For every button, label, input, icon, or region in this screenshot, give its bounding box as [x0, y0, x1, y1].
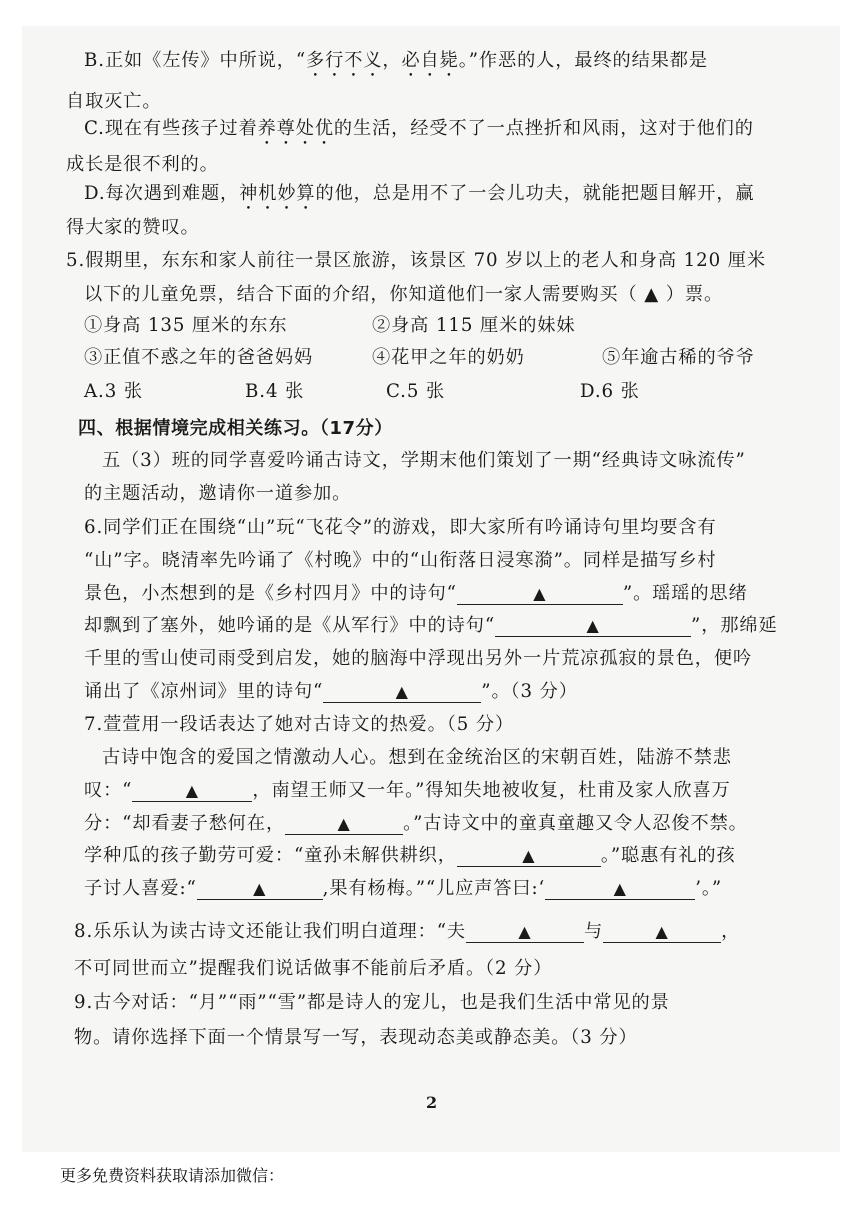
- question-9-line-1: 9.古今对话：“月”“雨”“雪”都是诗人的宠儿，也是我们生活中常见的景: [74, 992, 670, 1013]
- triangle-marker-icon: ▲: [185, 781, 199, 800]
- section-4-intro-2: 的主题活动，邀请你一道参加。: [84, 483, 352, 504]
- option-d-line-2: 得大家的赞叹。: [66, 217, 200, 238]
- triangle-marker-icon: ▲: [522, 846, 536, 865]
- q5-option-a: A.3 张: [84, 381, 143, 402]
- q5-option-c: C.5 张: [386, 381, 446, 402]
- triangle-marker-icon: ▲: [533, 584, 547, 603]
- section-4-intro-1: 五（3）班的同学喜爱吟诵古诗文，学期末他们策划了一期“经典诗文咏流传”: [102, 450, 746, 471]
- q5-item-5: ⑤年逾古稀的爷爷: [602, 347, 755, 368]
- option-b-line-2: 自取灭亡。: [66, 91, 162, 112]
- question-7-line-6: 子讨人喜爱:“ ▲ ,果有杨梅。”“儿应声答曰:‘ ▲ ’。”: [84, 878, 723, 899]
- question-6-line-5: 千里的雪山使司雨受到启发，她的脑海中浮现出另外一片荒凉孤寂的景色，便吟: [84, 648, 753, 669]
- q5-item-2: ②身高 115 厘米的妹妹: [372, 315, 576, 336]
- section-4-title: 四、根据情境完成相关练习。（17分）: [78, 418, 393, 439]
- question-6-line-4: 却飘到了塞外，她吟诵的是《从军行》中的诗句“ ▲ ”，那绵延: [84, 615, 778, 636]
- question-5-line-2: 以下的儿童免票，结合下面的介绍，你知道他们一家人需要购买（ ▲ ）票。: [84, 284, 724, 305]
- question-7-line-1: 7.萱萱用一段话表达了她对古诗文的热爱。（5 分）: [84, 714, 515, 735]
- option-b-line-1: B.正如《左传》中所说，“多行不义，必自毙。”作恶的人，最终的结果都是: [84, 50, 708, 71]
- question-5-line-1: 5.假期里，东东和家人前往一景区旅游，该景区 70 岁以上的老人和身高 120 厘米: [66, 250, 766, 271]
- answer-blank[interactable]: [132, 781, 252, 802]
- question-6-line-3: 景色，小杰想到的是《乡村四月》中的诗句“ ▲ ”。瑶瑶的思绪: [84, 583, 748, 604]
- question-7-line-5: 学种瓜的孩子勤劳可爱：“童孙未解供耕织， ▲ 。”聪惠有礼的孩: [84, 845, 736, 866]
- q5-item-3: ③正值不惑之年的爸爸妈妈: [84, 347, 314, 368]
- emphasized-idiom: 神机妙算: [239, 183, 316, 204]
- question-7-line-4: 分：“却看妻子愁何在， ▲ 。”古诗文中的童真童趣又令人忍俊不禁。: [84, 813, 748, 834]
- answer-blank[interactable]: [495, 616, 691, 637]
- triangle-marker-icon: ▲: [613, 879, 627, 898]
- triangle-marker-icon: ▲: [395, 682, 409, 701]
- answer-blank[interactable]: [457, 846, 601, 867]
- question-8-line-1: 8.乐乐认为读古诗文还能让我们明白道理：“夫 ▲ 与 ▲ ，: [74, 921, 741, 942]
- option-c-line-2: 成长是很不利的。: [66, 154, 219, 175]
- question-6-line-2: “山”字。晓清率先吟诵了《村晚》中的“山衔落日浸寒漪”。同样是描写乡村: [84, 550, 717, 571]
- question-6-line-1: 6.同学们正在围绕“山”玩“飞花令”的游戏，即大家所有吟诵诗句里均要含有: [84, 517, 717, 538]
- q5-option-b: B.4 张: [245, 381, 305, 402]
- q5-item-4: ④花甲之年的奶奶: [372, 347, 525, 368]
- answer-blank[interactable]: [466, 922, 584, 943]
- emphasized-idiom: 多行不义，必自毙: [306, 50, 459, 71]
- answer-blank[interactable]: [197, 879, 323, 900]
- answer-blank[interactable]: [323, 682, 481, 703]
- option-d-line-1: D.每次遇到难题，神机妙算的他，总是用不了一会儿功夫，就能把题目解开，赢: [84, 183, 755, 204]
- page-number: 2: [426, 1093, 438, 1112]
- q5-option-d: D.6 张: [580, 381, 640, 402]
- emphasized-idiom: 养尊处优: [257, 118, 334, 139]
- answer-blank[interactable]: [545, 879, 695, 900]
- question-8-line-2: 不可同世而立”提醒我们说话做事不能前后矛盾。（2 分）: [74, 958, 553, 979]
- footer-note: 更多免费资料获取请添加微信：: [60, 1166, 285, 1185]
- triangle-marker-icon: ▲: [655, 922, 669, 941]
- answer-blank[interactable]: [603, 922, 721, 943]
- triangle-marker-icon: ▲: [586, 616, 600, 635]
- question-7-line-2: 古诗中饱含的爱国之情激动人心。想到在金统治区的宋朝百姓，陆游不禁悲: [102, 747, 732, 768]
- question-9-line-2: 物。请你选择下面一个情景写一写，表现动态美或静态美。（3 分）: [74, 1027, 638, 1048]
- answer-blank[interactable]: [285, 814, 403, 835]
- triangle-marker-icon: ▲: [518, 922, 532, 941]
- question-6-line-6: 诵出了《凉州词》里的诗句“ ▲ ”。（3 分）: [84, 681, 578, 702]
- q5-item-1: ①身高 135 厘米的东东: [84, 315, 288, 336]
- answer-blank[interactable]: [457, 584, 623, 605]
- question-7-line-3: 叹：“ ▲ ，南望王师又一年。”得知失地被收复，杜甫及家人欣喜万: [84, 780, 731, 801]
- option-c-line-1: C.现在有些孩子过着养尊处优的生活，经受不了一点挫折和风雨，这对于他们的: [84, 118, 754, 139]
- triangle-marker-icon: ▲: [253, 879, 267, 898]
- triangle-marker-icon: ▲: [337, 814, 351, 833]
